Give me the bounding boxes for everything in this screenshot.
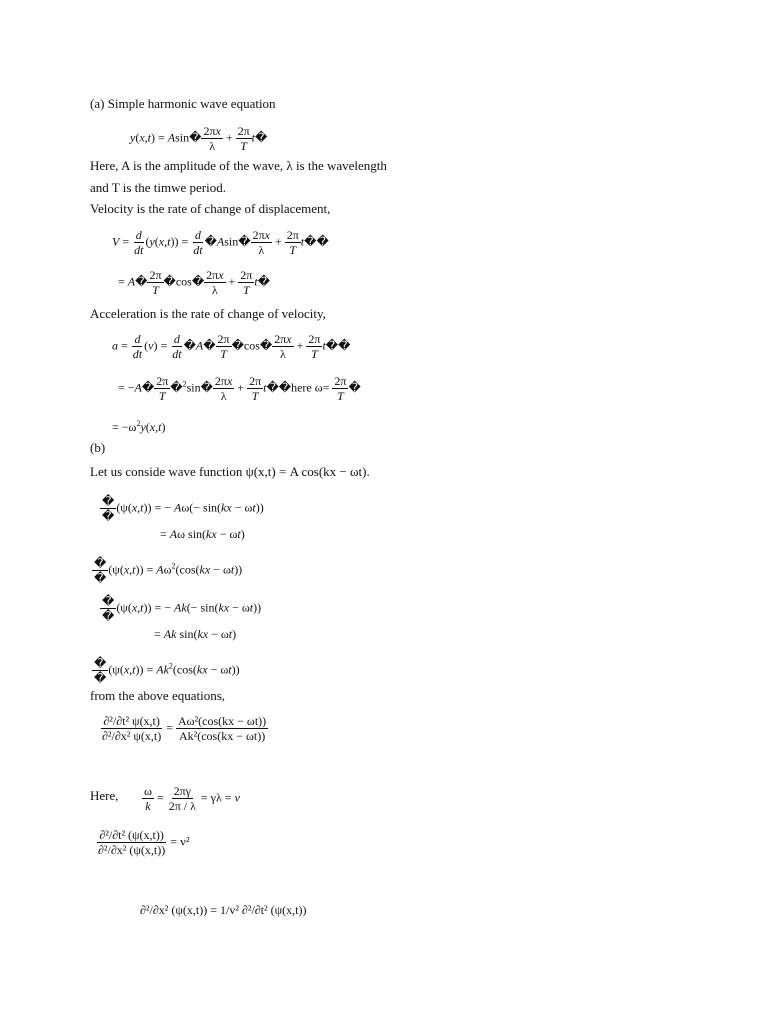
equation-velocity-1: V = $\frac{d}{dt}$ (y(x,t)) = $\frac{d}{dt}$ �Asin� $\frac{2\pi x}{\lambda}$ + $\frac{2\pi}{T}$ t��	[112, 228, 329, 257]
part-a-heading	[90, 96, 276, 112]
v2-denominator: ∂²/∂x² (ψ(x,t))	[98, 843, 166, 857]
equation-b-1: � � (ψ(x,t)) = − Aω(− sin(kx − ωt))	[102, 494, 264, 523]
here-line-b	[90, 788, 119, 804]
ratio-den-left: ∂²/∂x² ψ(x,t)	[102, 729, 162, 743]
ratio-num-right: Aω²(cos(kx − ωt))	[178, 714, 267, 728]
here-line-2: and T is the timwe period.	[90, 180, 226, 195]
here-line-1: Here, A is the amplitude of the wave, λ is the wavelength	[90, 158, 387, 173]
equation-speed: $\frac{\omega}{k}$ = $\frac{2\pi\gamma}{2\pi / \lambda}$ = γλ = v	[144, 784, 240, 813]
final-equation: ∂²/∂x² (ψ(x,t)) = 1/v² ∂²/∂t² (ψ(x,t))	[140, 903, 307, 917]
equation-b-6: � � $(\psi(x,t)) = Ak^2(\cos(kx - \omega t))$	[94, 656, 240, 685]
part-b-label: (b)	[90, 440, 106, 455]
here-label: Here,	[90, 788, 119, 803]
equation-b-4: � � (ψ(x,t)) = − Ak(− sin(kx − ωt))	[102, 594, 262, 623]
equation-accel-3: = $-\omega^2y(x,t)$	[112, 419, 166, 434]
equation-accel-2: = −A� $\frac{2\pi}{T}$ �$^2$sin� $\frac{2\pi x}{\lambda}$ + $\frac{2\pi}{T}$ t��here ω= $\frac{2\pi}{T}$ �	[118, 374, 361, 403]
equation-ratio: $\frac{\text{∂²/∂t² ψ(x,t)}}{\text{∂²/∂x² ψ(x,t)}}$ = $\frac{\text{Aω²(cos(kx − ωt))}}{\text{Ak²(cos(kx − ωt))}}$	[102, 714, 267, 743]
velocity-line: Velocity is the rate of change of displacement,	[90, 201, 331, 216]
equation-b-2: = Aω sin(kx − ωt)	[160, 527, 245, 541]
equation-accel-1: a = $\frac{d}{dt}$ (v) = $\frac{d}{dt}$ �A� $\frac{2\pi}{T}$ �cos� $\frac{2\pi x}{\lambda}$ + $\frac{2\pi}{T}$ t��	[112, 332, 351, 361]
equation-b-3: � � $(\psi(x,t)) = A\omega^2(\cos(kx - \omega t))$	[94, 556, 243, 585]
equation-velocity-2: = A� $\frac{2\pi}{T}$ �cos� $\frac{2\pi x}{\lambda}$ + $\frac{2\pi}{T}$ t�	[118, 268, 271, 297]
equation-wave-final	[140, 902, 306, 918]
from-above-line: from the above equations,	[90, 688, 226, 703]
v2-numerator: ∂²/∂t² (ψ(x,t))	[99, 828, 164, 842]
ratio-den-right: Ak²(cos(kx − ωt))	[178, 729, 266, 743]
equation-b-5: = Ak sin(kx − ωt)	[154, 627, 237, 641]
acceleration-line: Acceleration is the rate of change of velocity,	[90, 306, 326, 321]
part-a-label: (a)	[90, 96, 105, 111]
equation-wave: y(x,t) = Asin� $\frac{2\pi x}{\lambda}$ + $\frac{2\pi}{T}$ t�	[130, 124, 268, 153]
ratio-num-left: ∂²/∂t² ψ(x,t)	[103, 714, 160, 728]
part-a-title: Simple harmonic wave equation	[107, 96, 276, 111]
v2-rhs: = v²	[170, 834, 190, 849]
wave-function-line: Let us conside wave function ψ(x,t) = A cos(kx − ωt).	[90, 464, 370, 479]
equation-v-squared	[96, 828, 190, 857]
